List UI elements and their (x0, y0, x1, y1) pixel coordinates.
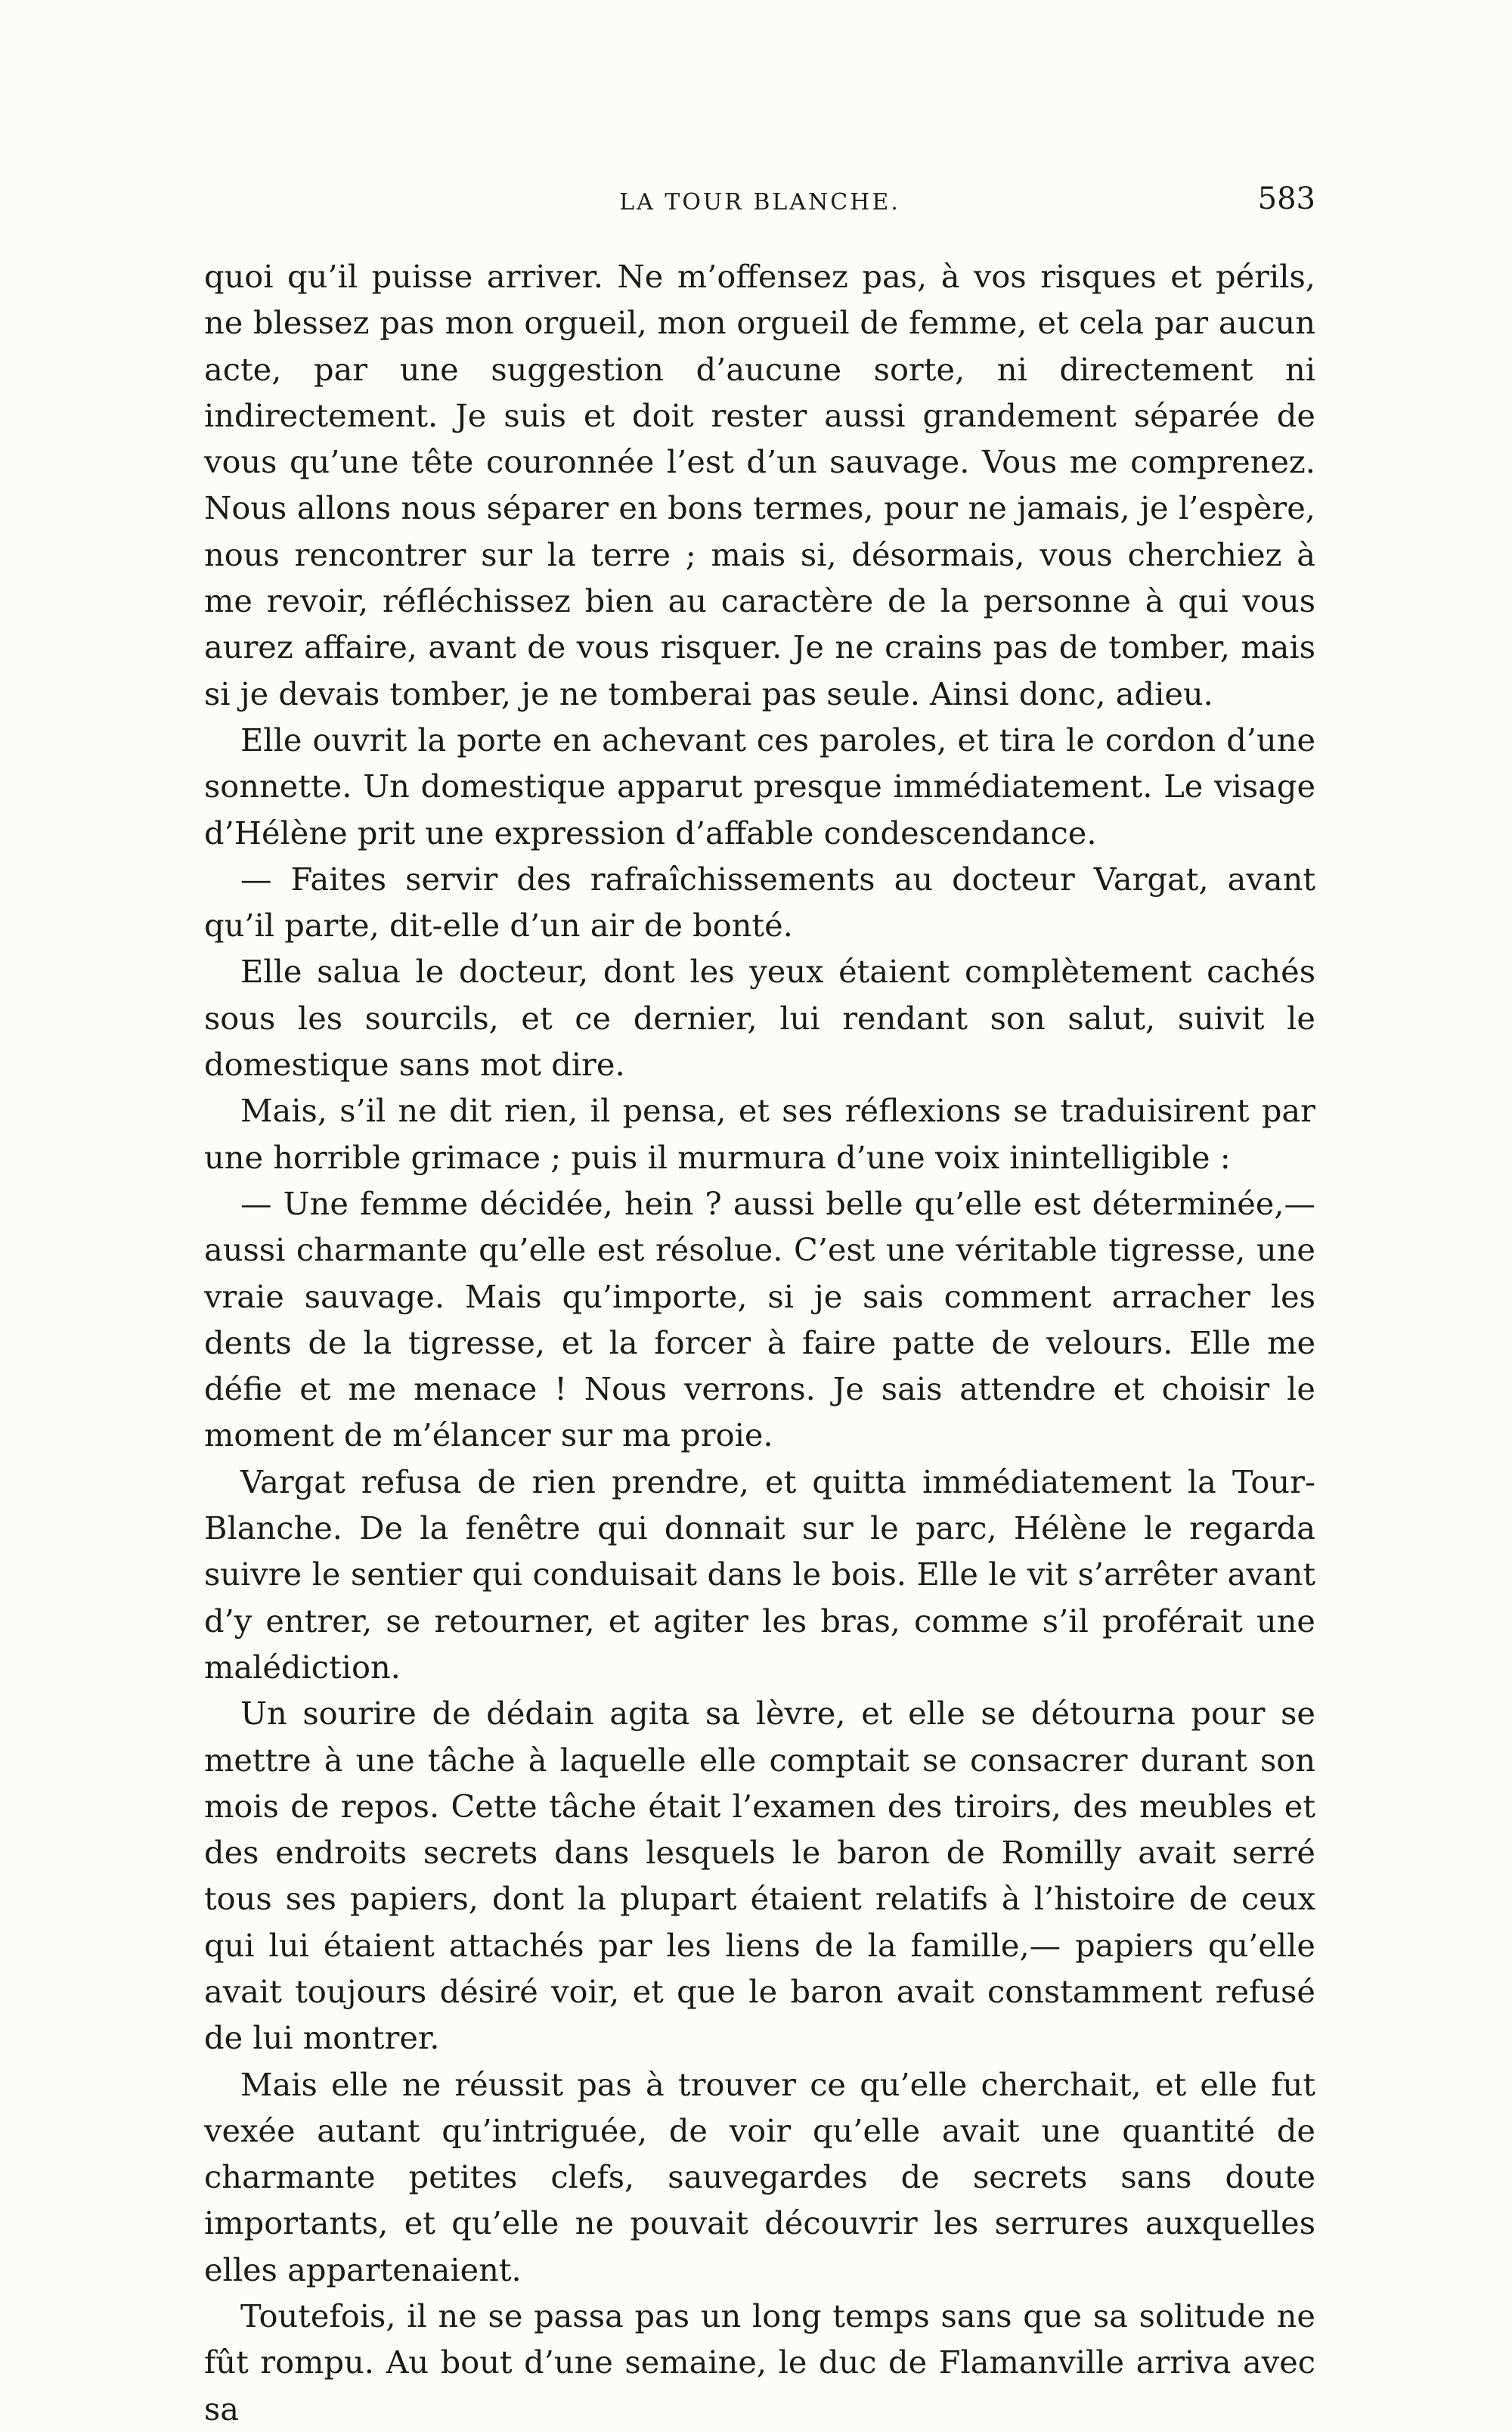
paragraph: Mais, s’il ne dit rien, il pensa, et ses réflexions se traduisirent par une horrible grimace ; puis il murmura d’une voix inintelligible : (204, 1092, 1315, 1176)
page-number: 583 (1257, 181, 1315, 216)
paragraph: Mais elle ne réussit pas à trouver ce qu’elle cherchait, et elle fut vexée autant qu’intriguée, de voir qu’elle avait une quantité de charmante petites clefs, sauvegardes de secrets sans doute importants, et qu’elle ne pouvait découvrir les serrures auxquelles elles appartenaient. (204, 2065, 1315, 2288)
paragraph: Elle ouvrit la porte en achevant ces paroles, et tira le cordon d’une sonnette. Un domestique apparut presque immédiatement. Le visage d’Hélène prit une expression d’affable condescendance. (204, 721, 1315, 852)
paragraph: Elle salua le docteur, dont les yeux étaient complètement cachés sous les sourcils, et ce dernier, lui rendant son salut, suivit le domestique sans mot dire. (204, 953, 1315, 1084)
dialogue-paragraph: — Une femme décidée, hein ? aussi belle qu’elle est déterminée,—aussi charmante qu’elle est résolue. C’est une véritable tigresse, une vraie sauvage. Mais qu’importe, si je sais comment arracher les dents de la tigresse, et la forcer à faire patte de velours. Elle me défie et me menace ! Nous verrons. Je sais attendre et choisir le moment de m’élancer sur ma proie. (204, 1184, 1315, 1454)
paragraph: Un sourire de dédain agita sa lèvre, et elle se détourna pour se mettre à une tâche à laquelle elle comptait se consacrer durant son mois de repos. Cette tâche était l’examen des tiroirs, des meubles et des endroits secrets dans lesquels le baron de Romilly avait serré tous ses papiers, dont la plupart étaient relatifs à l’histoire de ceux qui lui étaient attachés par les liens de la famille,— papiers qu’elle avait toujours désiré voir, et que le baron avait constamment refusé de lui montrer. (204, 1695, 1315, 2057)
paragraph: quoi qu’il puisse arriver. Ne m’offensez pas, à vos risques et périls, ne blessez pas mon orgueil, mon orgueil de femme, et cela par aucun acte, par une suggestion d’aucune sorte, ni directement ni indirectement. Je suis et doit rester aussi grandement séparée de vous qu’une tête couronnée l’est d’un sauvage. Vous me comprenez. Nous allons nous séparer en bons termes, pour ne jamais, je l’espère, nous rencontrer sur la terre ; mais si, désormais, vous cherchiez à me revoir, réfléchissez bien au caractère de la personne à qui vous aurez affaire, avant de vous risquer. Je ne crains pas de tomber, mais si je devais tomber, je ne tomberai pas seule. Ainsi donc, adieu. (204, 258, 1315, 712)
running-title: LA TOUR BLANCHE. (619, 189, 900, 216)
paragraph: Vargat refusa de rien prendre, et quitta immédiatement la Tour-Blanche. De la fenêtre qui donnait sur le parc, Hélène le regarda suivre le sentier qui conduisait dans le bois. Elle le vit s’arrêter avant d’y entrer, se retourner, et agiter les bras, comme s’il proférait une malédiction. (204, 1463, 1315, 1686)
page-header (204, 181, 1315, 227)
paragraph: Toutefois, il ne se passa pas un long temps sans que sa solitude ne fût rompu. Au bout d’une semaine, le duc de Flamanville arriva avec sa (204, 2297, 1315, 2427)
dialogue-paragraph: — Faites servir des rafraîchissements au docteur Vargat, avant qu’il parte, dit-elle d’un air de bonté. (204, 860, 1315, 945)
body-text (204, 253, 1315, 2432)
